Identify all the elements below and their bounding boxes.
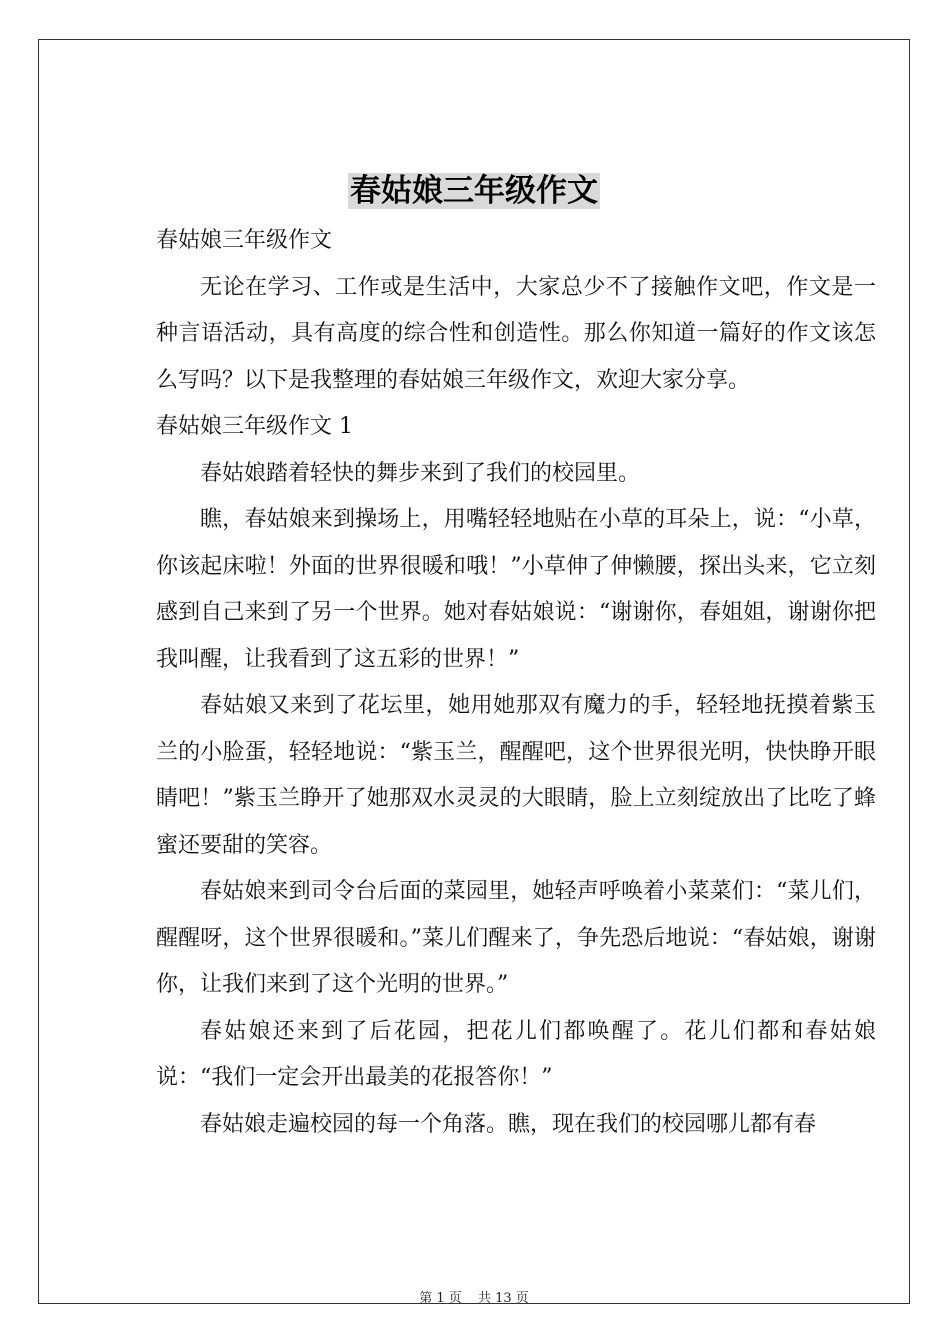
document-title bbox=[39, 172, 909, 210]
paragraph: 春姑娘又来到了花坛里，她用她那双有魔力的手，轻轻地抚摸着紫玉兰的小脸蛋，轻轻地说：“紫玉兰，醒醒吧，这个世界很光明，快快睁开眼睛吧！”紫玉兰睁开了她那双水灵灵的大眼睛，脸上立刻绽放出了比吃了蜂蜜还要甜的笑容。 bbox=[156, 693, 876, 858]
page-total: 共 13 页 bbox=[477, 1291, 529, 1306]
subheading: 春姑娘三年级作文 1 bbox=[156, 414, 353, 439]
paragraph: 春姑娘走遍校园的每一个角落。瞧，现在我们的校园哪儿都有春 bbox=[200, 1111, 817, 1137]
paragraph: 春姑娘还来到了后花园，把花儿们都唤醒了。花儿们都和春姑娘说：“我们一定会开出最美的花报答你！” bbox=[156, 1018, 876, 1090]
document-body bbox=[156, 218, 876, 1148]
paragraph: 瞧，春姑娘来到操场上，用嘴轻轻地贴在小草的耳朵上，说：“小草，你该起床啦！外面的世界很暖和哦！”小草伸了伸懒腰，探出头来，它立刻感到自己来到了另一个世界。她对春姑娘说：“谢谢你，春姐姐，谢谢你把我叫醒，让我看到了这五彩的世界！” bbox=[156, 507, 876, 672]
page-footer bbox=[39, 1287, 909, 1306]
page-number: 第 1 页 bbox=[419, 1291, 462, 1306]
paragraph: 无论在学习、工作或是生活中，大家总少不了接触作文吧，作文是一种言语活动，具有高度的综合性和创造性。那么你知道一篇好的作文该怎么写吗？以下是我整理的春姑娘三年级作文，欢迎大家分享。 bbox=[156, 274, 876, 393]
subheading: 春姑娘三年级作文 bbox=[156, 228, 333, 253]
document-page bbox=[38, 39, 910, 1304]
paragraph: 春姑娘踏着轻快的舞步来到了我们的校园里。 bbox=[200, 460, 641, 486]
title-text: 春姑娘三年级作文 bbox=[350, 173, 598, 209]
paragraph: 春姑娘来到司令台后面的菜园里，她轻声呼唤着小菜菜们：“菜儿们，醒醒呀，这个世界很暖和。”菜儿们醒来了，争先恐后地说：“春姑娘，谢谢你，让我们来到了这个光明的世界。” bbox=[156, 879, 876, 997]
